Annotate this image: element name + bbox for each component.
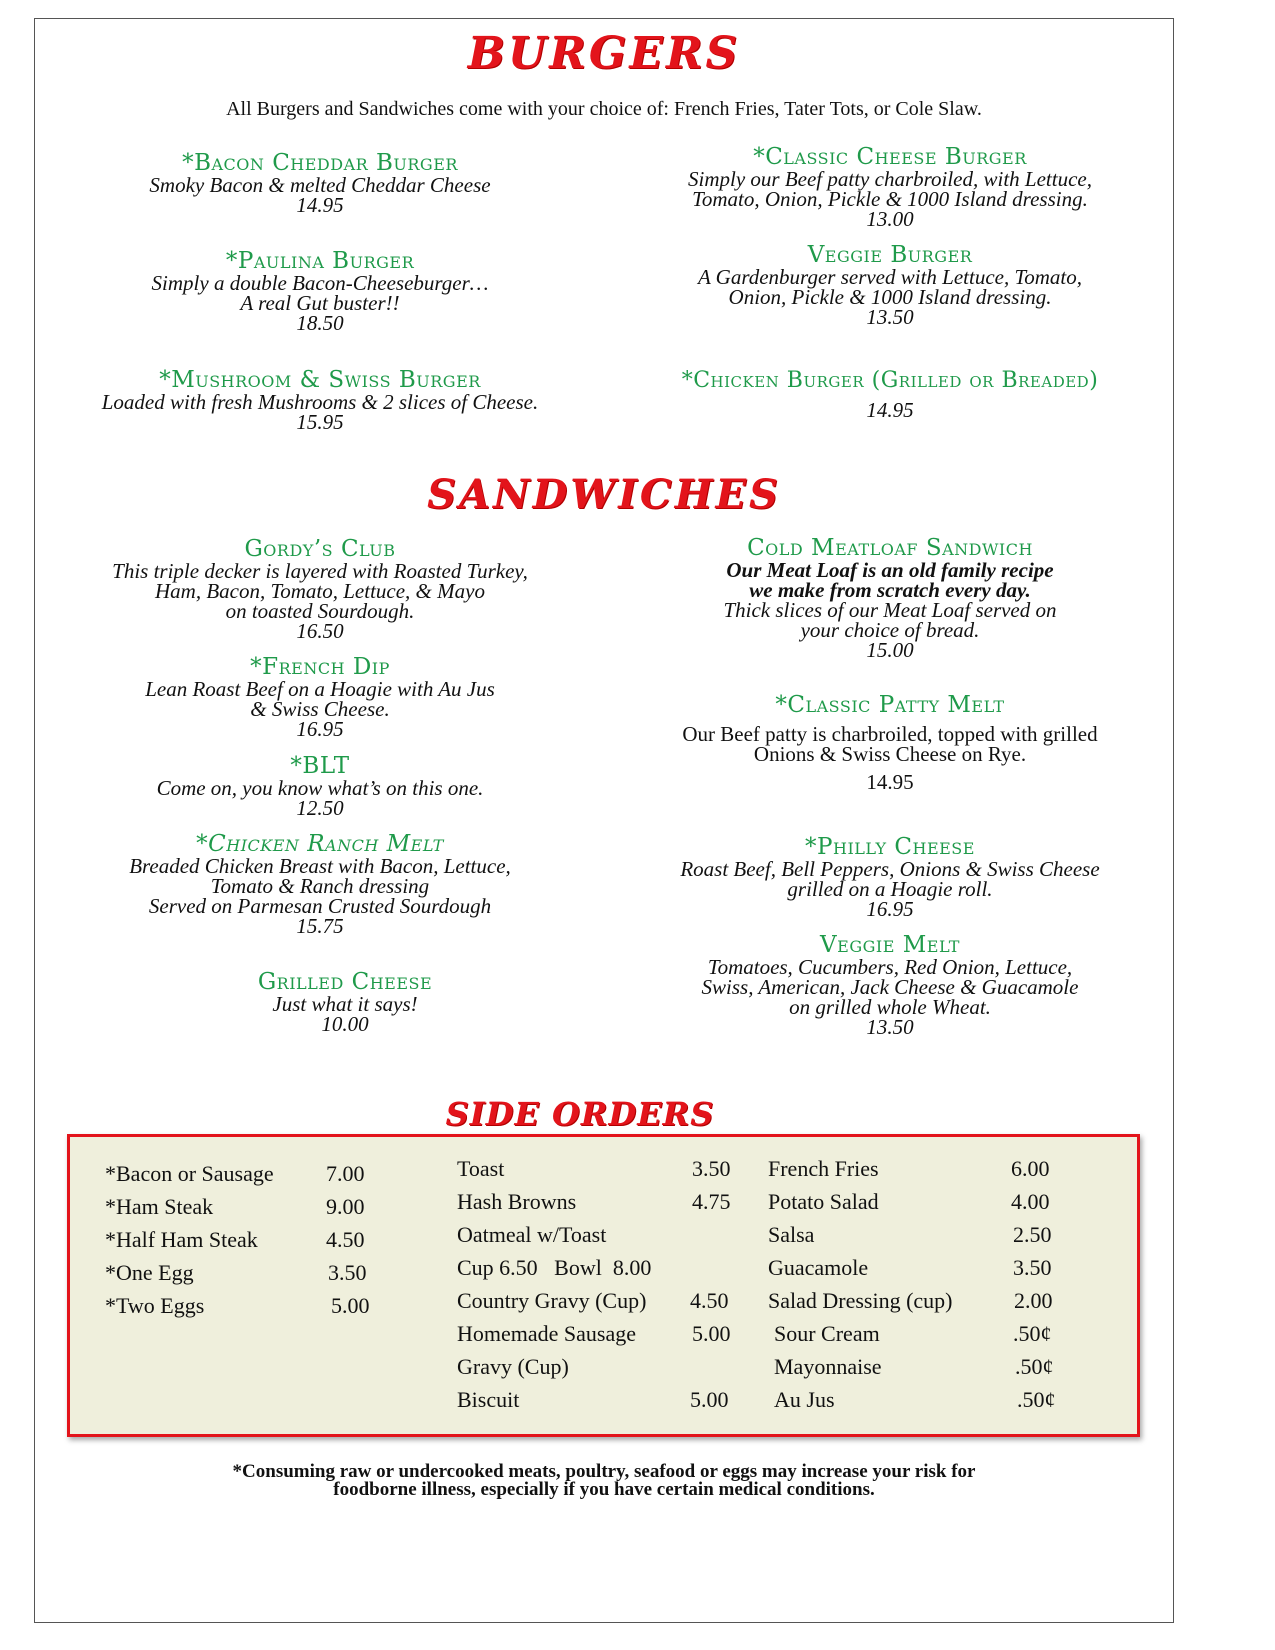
burgers-intro: All Burgers and Sandwiches come with your choice of: French Fries, Tater Tots, or Cole Slaw. xyxy=(226,98,982,120)
item-name: *BLT xyxy=(290,753,350,779)
item-name: Veggie Melt xyxy=(820,932,960,958)
side-item-price: 4.50 xyxy=(326,1227,365,1252)
item-price: 12.50 xyxy=(296,796,344,820)
item-name: *Mushroom & Swiss Burger xyxy=(159,367,481,393)
menu-item-chicken-burger xyxy=(610,370,1170,420)
menu-item-chicken-ranch-melt xyxy=(50,833,590,936)
health-notice-line: *Consuming raw or undercooked meats, poultry, seafood or eggs may increase your risk for xyxy=(232,1461,976,1482)
side-orders-title: SIDE ORDERS xyxy=(445,1095,715,1133)
item-price: 16.95 xyxy=(296,717,344,741)
item-desc: Breaded Chicken Breast with Bacon, Lettuce, xyxy=(129,854,511,878)
item-desc-highlight: Our Meat Loaf is an old family recipe xyxy=(726,558,1054,582)
item-price: 15.00 xyxy=(866,638,914,662)
item-desc: Tomato & Ranch dressing xyxy=(210,874,430,898)
item-price: 14.95 xyxy=(866,770,914,794)
side-item-name: Salad Dressing (cup) xyxy=(768,1288,953,1313)
item-price: 10.00 xyxy=(321,1012,369,1036)
item-desc: grilled on a Hoagie roll. xyxy=(787,877,993,901)
item-desc: Loaded with fresh Mushrooms & 2 slices of Cheese. xyxy=(101,390,539,414)
menu-item-veggie-melt xyxy=(620,934,1160,1037)
side-item-name: Toast xyxy=(457,1156,505,1181)
side-item-price: 4.50 xyxy=(690,1288,729,1313)
item-desc: Swiss, American, Jack Cheese & Guacamole xyxy=(701,975,1079,999)
item-desc: Simply our Beef patty charbroiled, with Lettuce, xyxy=(688,167,1092,191)
item-name: Gordy’s Club xyxy=(244,536,396,562)
menu-item-paulina-burger xyxy=(60,250,580,333)
menu-item-philly-cheese xyxy=(620,836,1160,919)
item-name: *Classic Patty Melt xyxy=(775,692,1005,718)
item-desc: Our Beef patty is charbroiled, topped with grilled xyxy=(682,722,1098,746)
side-item-name: Country Gravy (Cup) xyxy=(457,1288,647,1313)
side-item-name: Gravy (Cup) xyxy=(457,1354,569,1379)
item-desc: A real Gut buster!! xyxy=(240,291,400,315)
item-desc: Lean Roast Beef on a Hoagie with Au Jus xyxy=(145,677,495,701)
sandwiches-title: SANDWICHES xyxy=(427,471,781,518)
side-item-name: Au Jus xyxy=(774,1387,835,1412)
item-price: 16.50 xyxy=(296,619,344,643)
side-item-price: 5.00 xyxy=(690,1387,729,1412)
menu-item-gordys-club xyxy=(50,538,590,641)
side-item-price: 5.00 xyxy=(331,1293,370,1318)
menu-item-bacon-cheddar-burger xyxy=(60,152,580,215)
item-price: 13.50 xyxy=(866,1015,914,1039)
item-desc: Onions & Swiss Cheese on Rye. xyxy=(753,742,1027,766)
side-item-name: *Ham Steak xyxy=(105,1194,214,1219)
side-item-name: Salsa xyxy=(768,1222,815,1247)
item-name: Cold Meatloaf Sandwich xyxy=(747,535,1033,561)
health-notice-line: foodborne illness, especially if you have certain medical conditions. xyxy=(333,1479,875,1500)
menu-item-cold-meatloaf-sandwich xyxy=(620,537,1160,660)
item-price: 14.95 xyxy=(866,398,914,422)
item-name: Grilled Cheese xyxy=(257,969,433,995)
side-item-price: 4.00 xyxy=(1011,1189,1050,1214)
menu-item-classic-patty-melt xyxy=(620,694,1160,792)
item-price: 14.95 xyxy=(296,193,344,217)
side-item-price: .50¢ xyxy=(1013,1321,1052,1346)
menu-item-mushroom-swiss-burger xyxy=(40,369,600,432)
item-price: 18.50 xyxy=(296,311,344,335)
item-name: *French Dip xyxy=(250,654,390,680)
item-desc: Just what it says! xyxy=(272,992,418,1016)
side-item-name: Biscuit xyxy=(457,1387,520,1412)
item-name: *Chicken Burger (Grilled or Breaded) xyxy=(681,368,1099,393)
side-item-price: 6.00 xyxy=(1011,1156,1050,1181)
side-item-price: 3.50 xyxy=(1013,1255,1052,1280)
item-desc: your choice of bread. xyxy=(800,618,980,642)
side-item-name: Homemade Sausage xyxy=(457,1321,636,1346)
side-item-price: 7.00 xyxy=(326,1161,365,1186)
item-name: *Bacon Cheddar Burger xyxy=(182,150,458,176)
menu-item-veggie-burger xyxy=(620,244,1160,327)
menu-item-grilled-cheese xyxy=(75,971,615,1034)
item-desc: Thick slices of our Meat Loaf served on xyxy=(723,598,1057,622)
side-item-name: Guacamole xyxy=(768,1255,869,1280)
item-desc: Tomatoes, Cucumbers, Red Onion, Lettuce, xyxy=(707,955,1073,979)
item-price: 16.95 xyxy=(866,897,914,921)
side-item-name: Mayonnaise xyxy=(774,1354,882,1379)
item-price: 15.75 xyxy=(296,914,344,938)
burgers-title: BURGERS xyxy=(467,28,741,79)
item-desc: Roast Beef, Bell Peppers, Onions & Swiss Cheese xyxy=(680,857,1100,881)
side-item-name: Oatmeal w/Toast xyxy=(457,1222,607,1247)
item-price: 15.95 xyxy=(296,410,344,434)
side-item-price: 3.50 xyxy=(692,1156,731,1181)
side-item-price: 4.75 xyxy=(692,1189,731,1214)
item-name: *Paulina Burger xyxy=(225,248,415,274)
item-desc: Tomato, Onion, Pickle & 1000 Island dressing. xyxy=(692,187,1088,211)
side-item-price: 5.00 xyxy=(692,1321,731,1346)
item-desc: & Swiss Cheese. xyxy=(250,697,390,721)
item-name: *Chicken Ranch Melt xyxy=(196,831,444,857)
item-desc: Ham, Bacon, Tomato, Lettuce, & Mayo xyxy=(155,579,485,603)
side-item-name: *Two Eggs xyxy=(105,1293,205,1318)
side-item-price: 9.00 xyxy=(326,1194,365,1219)
side-item-name: French Fries xyxy=(768,1156,879,1181)
item-name: Veggie Burger xyxy=(807,242,973,268)
item-desc: Onion, Pickle & 1000 Island dressing. xyxy=(728,285,1052,309)
side-orders-box xyxy=(67,1134,1140,1437)
item-desc: Come on, you know what’s on this one. xyxy=(156,776,484,800)
side-item-price: .50¢ xyxy=(1015,1354,1054,1379)
item-desc: on toasted Sourdough. xyxy=(225,599,415,623)
side-item-name: *One Egg xyxy=(105,1260,194,1285)
side-item-price: .50¢ xyxy=(1017,1387,1056,1412)
item-desc: This triple decker is layered with Roasted Turkey, xyxy=(112,559,528,583)
side-item-name: *Bacon or Sausage xyxy=(105,1161,274,1186)
side-item-name: Hash Browns xyxy=(457,1189,577,1214)
side-item-name: Sour Cream xyxy=(774,1321,880,1346)
side-item-name: Cup 6.50 Bowl 8.00 xyxy=(457,1255,652,1280)
side-item-price: 2.00 xyxy=(1014,1288,1053,1313)
item-name: *Philly Cheese xyxy=(805,834,975,860)
item-desc: Smoky Bacon & melted Cheddar Cheese xyxy=(149,173,491,197)
side-item-price: 2.50 xyxy=(1013,1222,1052,1247)
item-desc: Served on Parmesan Crusted Sourdough xyxy=(148,894,492,918)
item-name: *Classic Cheese Burger xyxy=(753,144,1027,170)
menu-item-classic-cheese-burger xyxy=(620,146,1160,229)
menu-item-blt xyxy=(50,755,590,818)
item-price: 13.50 xyxy=(866,305,914,329)
item-desc: on grilled whole Wheat. xyxy=(789,995,991,1019)
side-item-name: *Half Ham Steak xyxy=(105,1227,258,1252)
menu-item-french-dip xyxy=(50,656,590,739)
item-desc: Simply a double Bacon-Cheeseburger… xyxy=(151,271,489,295)
side-item-name: Potato Salad xyxy=(768,1189,879,1214)
item-desc-highlight: we make from scratch every day. xyxy=(749,578,1031,602)
item-desc: A Gardenburger served with Lettuce, Tomato, xyxy=(697,265,1082,289)
side-item-price: 3.50 xyxy=(328,1260,367,1285)
item-price: 13.00 xyxy=(866,207,914,231)
health-notice xyxy=(0,1463,1208,1499)
